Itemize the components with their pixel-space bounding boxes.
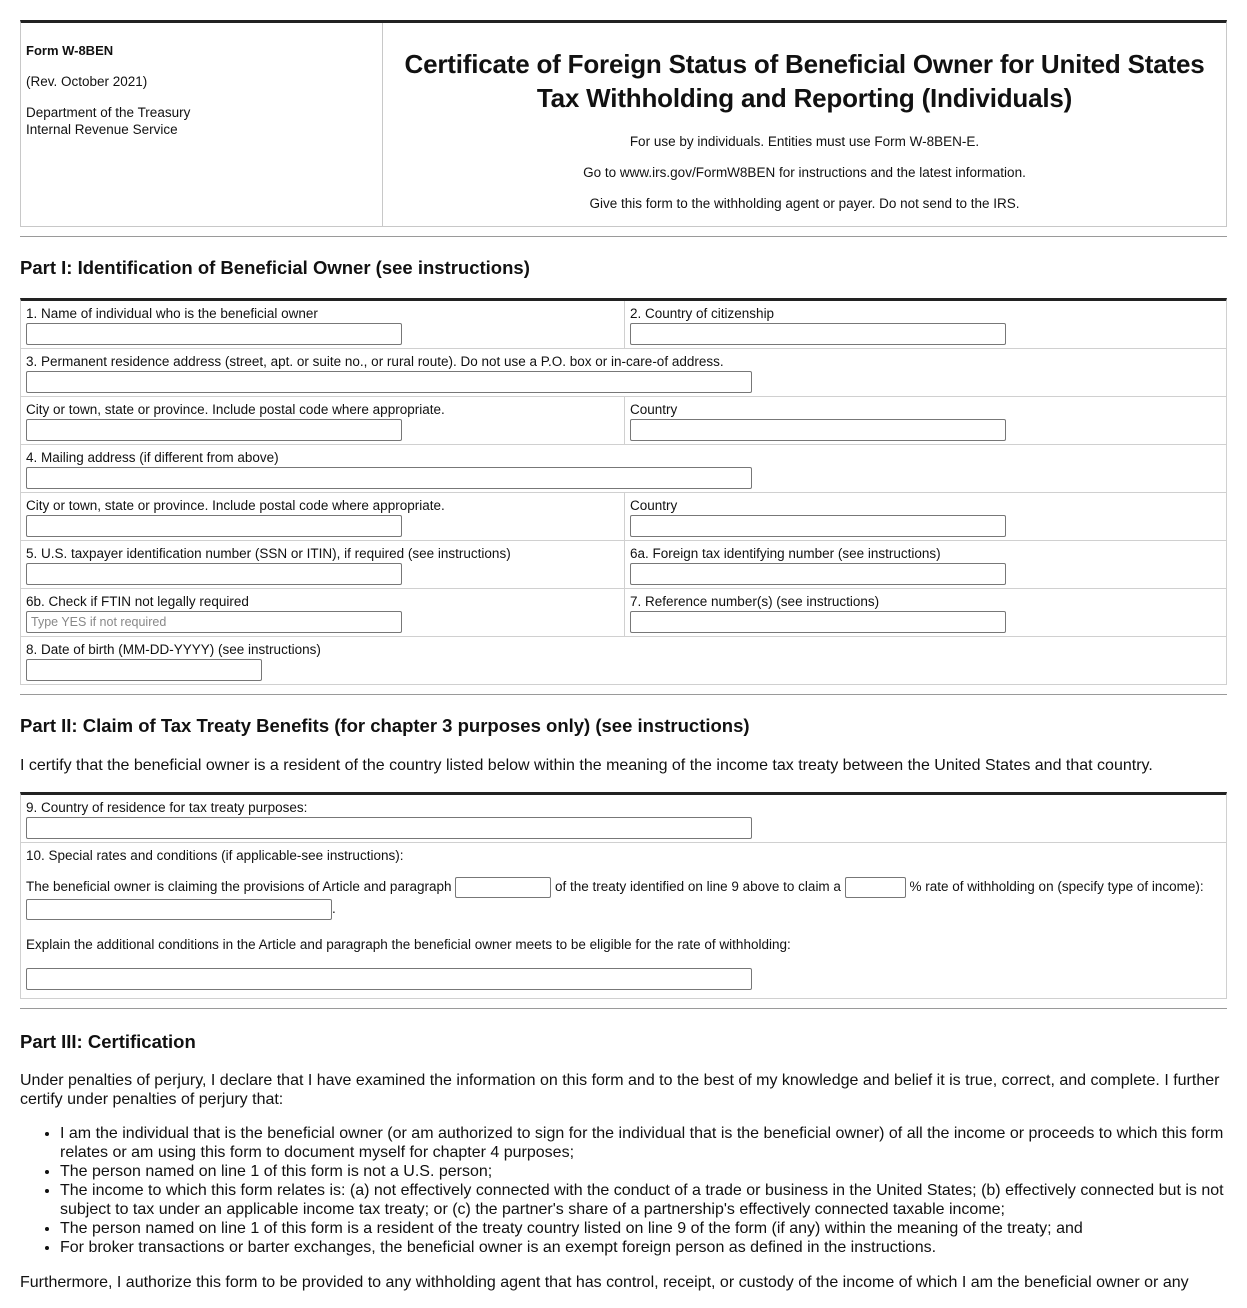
treaty-country-label: 9. Country of residence for tax treaty purposes: xyxy=(26,800,308,815)
form-revision: (Rev. October 2021) xyxy=(26,74,148,89)
cell-mailing-address xyxy=(21,445,1226,492)
part1-grid xyxy=(20,298,1227,685)
cell-residence-city xyxy=(21,397,624,444)
treaty-country-input[interactable] xyxy=(26,817,752,839)
certification-item: • For broker transactions or barter exchanges, the beneficial owner is an exempt foreign person as defined in the instructions. xyxy=(60,1238,1227,1257)
foreign-tin-input[interactable] xyxy=(630,563,1006,585)
row-treaty-country xyxy=(21,795,1226,843)
reference-number-label: 7. Reference number(s) (see instructions) xyxy=(630,594,880,609)
cell-dob xyxy=(21,637,1226,684)
department-line: Department of the Treasury xyxy=(26,105,191,120)
claim-text-2: of the treaty identified on line 9 above to claim a xyxy=(555,879,841,894)
us-tin-input[interactable] xyxy=(26,563,402,585)
mailing-address-label: 4. Mailing address (if different from above) xyxy=(26,450,279,465)
treaty-claim-statement xyxy=(26,876,1221,920)
dob-label: 8. Date of birth (MM-DD-YYYY) (see instructions) xyxy=(26,642,321,657)
part1-heading-wrap xyxy=(20,237,1227,298)
claim-text-1: The beneficial owner is claiming the provisions of Article and paragraph xyxy=(26,879,452,894)
part2-title: Part II: Claim of Tax Treaty Benefits (for chapter 3 purposes only) (see instructions) xyxy=(20,715,750,736)
perjury-intro: Under penalties of perjury, I declare that I have examined the information on this form and to the best of my knowledge and belief it is true, correct, and complete. I further certify under penalties of perjury that: xyxy=(20,1072,1220,1108)
cell-citizenship xyxy=(624,301,1226,348)
mailing-city-label: City or town, state or province. Include postal code where appropriate. xyxy=(26,498,445,513)
certification-item: • The income to which this form relates is: (a) not effectively connected with the conduct of a trade or business in the United States; (b) effectively connected but is not subject to tax under an applicable income tax treaty; or (c) the partner's share of a partnership's effectively connected taxable income; xyxy=(60,1181,1227,1219)
certification-item: • I am the individual that is the beneficial owner (or am authorized to sign for the individual that is the beneficial owner) of all the income or proceeds to which this form relates or am using this form to document myself for chapter 4 purposes; xyxy=(60,1124,1227,1162)
us-tin-label: 5. U.S. taxpayer identification number (SSN or ITIN), if required (see instructions) xyxy=(26,546,511,561)
row-dob xyxy=(21,637,1226,685)
cell-reference-number xyxy=(624,589,1226,636)
claim-text-3: % rate of withholding on (specify type of income): xyxy=(909,879,1204,894)
header-note-entities: For use by individuals. Entities must use Form W-8BEN-E. xyxy=(629,134,980,149)
certification-item: • The person named on line 1 of this form is not a U.S. person; xyxy=(60,1162,1227,1181)
mailing-country-input[interactable] xyxy=(630,515,1006,537)
withholding-rate-input[interactable] xyxy=(845,877,906,898)
residence-country-input[interactable] xyxy=(630,419,1006,441)
explain-conditions-label: Explain the additional conditions in the Article and paragraph the beneficial owner meets to be eligible for the rate of withholding: xyxy=(26,937,791,952)
form-title-line1: Certificate of Foreign Status of Beneficial Owner for United States xyxy=(404,49,1205,79)
row-ftin-reference xyxy=(21,589,1226,637)
cell-us-tin xyxy=(21,541,624,588)
residence-city-label: City or town, state or province. Include postal code where appropriate. xyxy=(26,402,445,417)
row-residence-city-country xyxy=(21,397,1226,445)
authorization-text: Furthermore, I authorize this form to be provided to any withholding agent that has control, receipt, or custody of the income of which I am the beneficial owner or any xyxy=(20,1274,1189,1291)
part1-title: Part I: Identification of Beneficial Owner (see instructions) xyxy=(20,257,530,278)
mailing-country-label: Country xyxy=(630,498,678,513)
header-left-panel xyxy=(21,23,383,226)
row-mailing-city-country xyxy=(21,493,1226,541)
header-note-submission: Give this form to the withholding agent or payer. Do not send to the IRS. xyxy=(589,196,1020,211)
citizenship-input[interactable] xyxy=(630,323,1006,345)
residence-address-label: 3. Permanent residence address (street, apt. or suite no., or rural route). Do not use a P.O. box or in-care-of address. xyxy=(26,354,724,369)
income-type-input[interactable] xyxy=(26,899,332,920)
part3-title: Part III: Certification xyxy=(20,1031,196,1052)
header-right-panel xyxy=(383,23,1226,226)
foreign-tin-label: 6a. Foreign tax identifying number (see instructions) xyxy=(630,546,941,561)
header-note-instructions: Go to www.irs.gov/FormW8BEN for instructions and the latest information. xyxy=(583,165,1026,180)
cell-treaty-country xyxy=(21,795,1226,842)
row-mailing-address xyxy=(21,445,1226,493)
certification-list xyxy=(20,1124,1227,1257)
mailing-address-input[interactable] xyxy=(26,467,752,489)
form-number: Form W-8BEN xyxy=(26,43,114,58)
row-name-citizenship xyxy=(21,301,1226,349)
name-label: 1. Name of individual who is the beneficial owner xyxy=(26,306,318,321)
certification-item: • The person named on line 1 of this form is a resident of the treaty country listed on line 9 of the form (if any) within the meaning of the treaty; and xyxy=(60,1219,1227,1238)
agency-line: Internal Revenue Service xyxy=(26,122,178,137)
reference-number-input[interactable] xyxy=(630,611,1006,633)
cell-residence-address xyxy=(21,349,1226,396)
ftin-not-required-label: 6b. Check if FTIN not legally required xyxy=(26,594,249,609)
citizenship-label: 2. Country of citizenship xyxy=(630,306,775,321)
residence-city-input[interactable] xyxy=(26,419,402,441)
residence-address-input[interactable] xyxy=(26,371,752,393)
part3-heading-wrap xyxy=(20,1009,1227,1071)
cell-ftin-not-required xyxy=(21,589,624,636)
residence-country-label: Country xyxy=(630,402,678,417)
row-residence-address xyxy=(21,349,1226,397)
part2-heading-wrap xyxy=(20,695,1227,756)
cell-mailing-country xyxy=(624,493,1226,540)
claim-text-end: . xyxy=(332,901,336,916)
cell-mailing-city xyxy=(21,493,624,540)
form-header xyxy=(20,20,1227,227)
part2-grid xyxy=(20,792,1227,999)
cell-residence-country xyxy=(624,397,1226,444)
mailing-city-input[interactable] xyxy=(26,515,402,537)
form-title xyxy=(383,47,1226,115)
explain-conditions-input[interactable] xyxy=(26,968,752,990)
treaty-certify-text: I certify that the beneficial owner is a resident of the country listed below within the meaning of the income tax treaty between the United States and that country. xyxy=(20,757,1153,774)
row-tin xyxy=(21,541,1226,589)
ftin-not-required-input[interactable] xyxy=(26,611,402,633)
dob-input[interactable] xyxy=(26,659,262,681)
cell-name xyxy=(21,301,624,348)
special-rates-label: 10. Special rates and conditions (if applicable-see instructions): xyxy=(26,848,404,863)
name-input[interactable] xyxy=(26,323,402,345)
cell-foreign-tin xyxy=(624,541,1226,588)
row-special-rates xyxy=(21,843,1226,998)
form-page xyxy=(0,20,1247,1292)
article-paragraph-input[interactable] xyxy=(455,877,551,898)
form-title-line2: Tax Withholding and Reporting (Individuals) xyxy=(536,83,1073,113)
